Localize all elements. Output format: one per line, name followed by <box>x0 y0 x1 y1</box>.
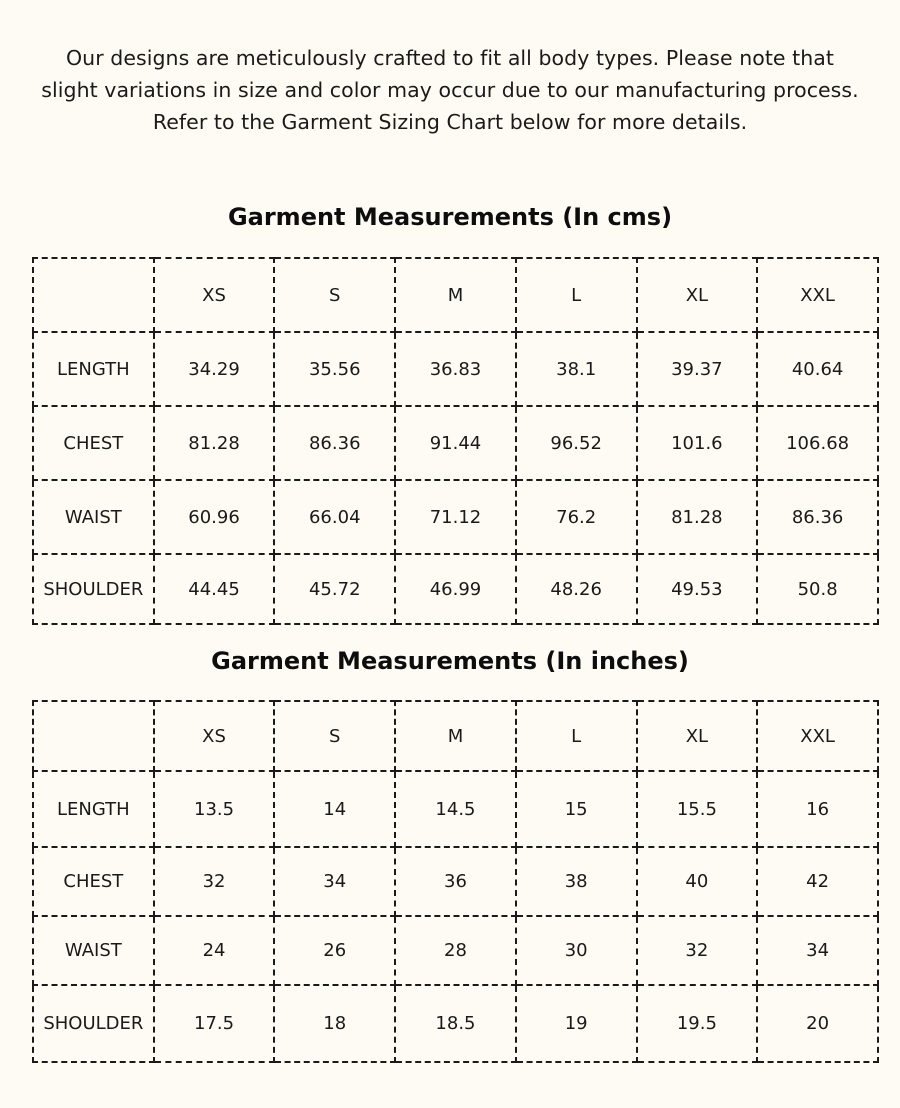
row-label: LENGTH <box>33 332 154 406</box>
table-cell: 44.45 <box>154 554 275 624</box>
table-cell: 48.26 <box>516 554 637 624</box>
header-cell-xxl: XXL <box>757 701 878 771</box>
table-row-shoulder <box>33 985 878 1062</box>
row-label: WAIST <box>33 480 154 554</box>
header-cell-m: M <box>395 701 516 771</box>
table-cell: 86.36 <box>757 480 878 554</box>
table-cell: 26 <box>274 916 395 985</box>
table-cell: 13.5 <box>154 771 275 847</box>
table-cell: 76.2 <box>516 480 637 554</box>
table-row-length <box>33 771 878 847</box>
table-cell: 36.83 <box>395 332 516 406</box>
row-label: SHOULDER <box>33 985 154 1062</box>
header-cell-xs: XS <box>154 258 275 332</box>
table-header-row <box>33 701 878 771</box>
table-cell: 81.28 <box>154 406 275 480</box>
table-cell: 32 <box>154 847 275 916</box>
table-cell: 91.44 <box>395 406 516 480</box>
table-cell: 106.68 <box>757 406 878 480</box>
row-label: CHEST <box>33 406 154 480</box>
header-cell-xl: XL <box>637 701 758 771</box>
table-cell: 18 <box>274 985 395 1062</box>
table-cell: 86.36 <box>274 406 395 480</box>
header-cell-blank <box>33 258 154 332</box>
table-row-waist <box>33 916 878 985</box>
intro-paragraph: Our designs are meticulously crafted to fit all body types. Please note that slight variations in size and color may occur due to our manufacturing process. Refer to the Garment Sizing Chart below for more details. <box>41 46 859 134</box>
table-cell: 42 <box>757 847 878 916</box>
row-label: LENGTH <box>33 771 154 847</box>
table-cell: 28 <box>395 916 516 985</box>
table-cell: 17.5 <box>154 985 275 1062</box>
header-cell-l: L <box>516 701 637 771</box>
table-cell: 34.29 <box>154 332 275 406</box>
table-cell: 60.96 <box>154 480 275 554</box>
table-cell: 49.53 <box>637 554 758 624</box>
table-header-row <box>33 258 878 332</box>
row-label: WAIST <box>33 916 154 985</box>
table-cell: 45.72 <box>274 554 395 624</box>
table-title-inches: Garment Measurements (In inches) <box>211 647 689 675</box>
header-cell-m: M <box>395 258 516 332</box>
header-cell-s: S <box>274 258 395 332</box>
table-row-shoulder <box>33 554 878 624</box>
table-cell: 71.12 <box>395 480 516 554</box>
table-cell: 40 <box>637 847 758 916</box>
table-cell: 34 <box>274 847 395 916</box>
header-cell-blank <box>33 701 154 771</box>
table-cell: 14 <box>274 771 395 847</box>
table-cell: 35.56 <box>274 332 395 406</box>
table-cell: 36 <box>395 847 516 916</box>
table-cell: 32 <box>637 916 758 985</box>
table-cell: 101.6 <box>637 406 758 480</box>
table-cell: 34 <box>757 916 878 985</box>
table-cell: 19.5 <box>637 985 758 1062</box>
header-cell-l: L <box>516 258 637 332</box>
table-row-waist <box>33 480 878 554</box>
table-cell: 46.99 <box>395 554 516 624</box>
row-label: CHEST <box>33 847 154 916</box>
table-cell: 38.1 <box>516 332 637 406</box>
table-cell: 24 <box>154 916 275 985</box>
table-cell: 66.04 <box>274 480 395 554</box>
table-cell: 15 <box>516 771 637 847</box>
table-row-chest <box>33 847 878 916</box>
table-cell: 40.64 <box>757 332 878 406</box>
table-cell: 30 <box>516 916 637 985</box>
size-table-cms <box>32 257 879 625</box>
table-cell: 20 <box>757 985 878 1062</box>
header-cell-xl: XL <box>637 258 758 332</box>
size-table-inches <box>32 700 879 1063</box>
table-cell: 50.8 <box>757 554 878 624</box>
row-label: SHOULDER <box>33 554 154 624</box>
table-cell: 38 <box>516 847 637 916</box>
table-row-chest <box>33 406 878 480</box>
table-row-length <box>33 332 878 406</box>
table-cell: 16 <box>757 771 878 847</box>
table-cell: 14.5 <box>395 771 516 847</box>
table-cell: 15.5 <box>637 771 758 847</box>
header-cell-xxl: XXL <box>757 258 878 332</box>
table-cell: 18.5 <box>395 985 516 1062</box>
table-title-cms: Garment Measurements (In cms) <box>227 203 673 231</box>
table-cell: 39.37 <box>637 332 758 406</box>
header-cell-xs: XS <box>154 701 275 771</box>
table-cell: 19 <box>516 985 637 1062</box>
header-cell-s: S <box>274 701 395 771</box>
table-cell: 81.28 <box>637 480 758 554</box>
table-cell: 96.52 <box>516 406 637 480</box>
